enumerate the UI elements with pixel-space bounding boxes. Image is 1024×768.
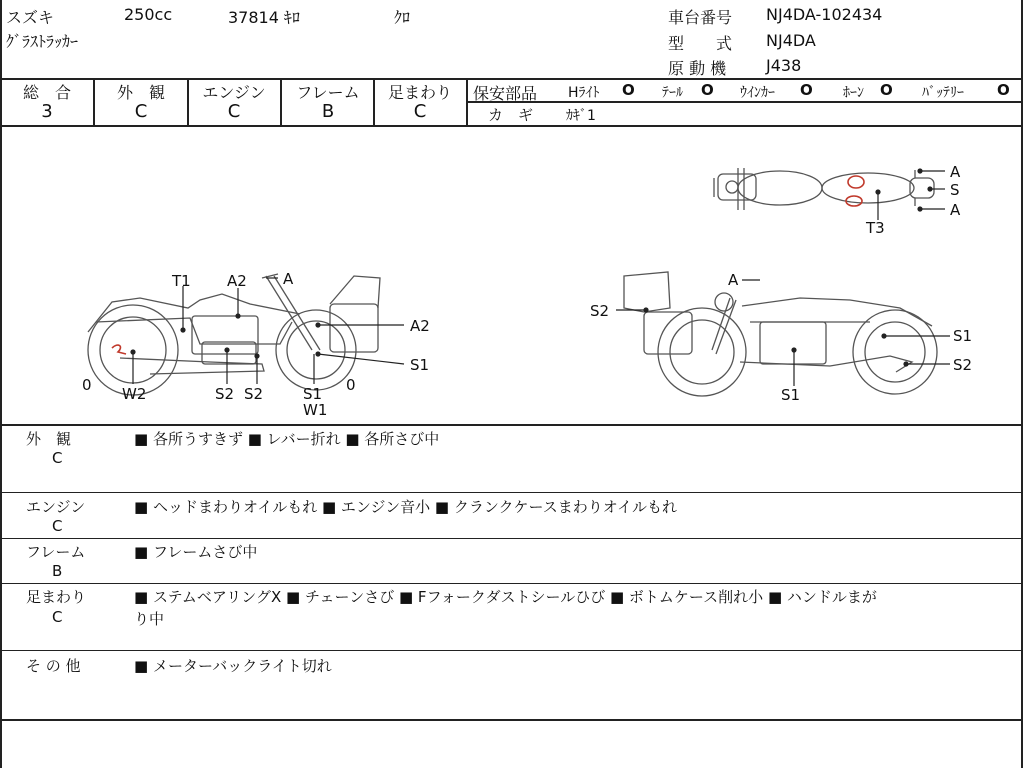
remark-category: 外 観 (26, 430, 72, 448)
safety-item-mark: O (997, 81, 1010, 99)
label-left-w1: W1 (303, 401, 328, 419)
key-value: ｶｷﾞ1 (566, 108, 596, 124)
divider-remark-2 (0, 538, 1023, 539)
right-side-bike (624, 272, 937, 396)
chassis-label: 車台番号 (668, 8, 733, 27)
grade-label: フレーム (296, 83, 360, 102)
label-left-a2b: A2 (410, 317, 430, 335)
label-left-s1b: S1 (303, 385, 323, 403)
safety-item-label: ﾃｰﾙ (662, 85, 683, 101)
grade-value: B (321, 101, 335, 122)
chassis-value: NJ4DA-102434 (766, 5, 883, 24)
safety-item-label: ﾎｰﾝ (843, 85, 864, 101)
label-right-s2a: S2 (590, 302, 610, 320)
remark-grade: C (52, 449, 63, 467)
grade-label: エンジン (202, 83, 266, 102)
key-label: カ ギ (488, 106, 534, 124)
label-top-t3: T3 (866, 219, 885, 237)
label-left-t1: T1 (172, 272, 191, 290)
label-left-a2: A2 (227, 272, 247, 290)
remark-text: ■ ステムベアリングX ■ チェーンさび ■ Fフォークダストシールひび ■ ボトムケース削れ小 ■ ハンドルまが (134, 588, 877, 606)
remark-category: そ の 他 (26, 657, 81, 675)
grade-label: 足まわり (387, 83, 452, 102)
label-left-s2a: S2 (215, 385, 235, 403)
remark-text: ■ 各所うすきず ■ レバー折れ ■ 各所さび中 (134, 430, 440, 448)
remark-text: ■ ヘッドまわりオイルもれ ■ エンジン音小 ■ クランクケースまわりオイルもれ (134, 498, 678, 516)
maker: スズキ (6, 8, 55, 27)
engine-value: J438 (766, 56, 802, 75)
grade-value: C (413, 101, 427, 122)
divider-remark-1 (0, 492, 1023, 493)
safety-item-mark: O (622, 81, 635, 99)
safety-item-label: ﾊﾞｯﾃﾘｰ (922, 85, 964, 101)
remark-text-cont: り中 (134, 610, 165, 628)
label-right-s2b: S2 (953, 356, 973, 374)
remark-grade: B (52, 562, 63, 580)
label-top-a2: A (950, 201, 961, 219)
remark-category: エンジン (26, 498, 86, 516)
left-side-bike (88, 274, 380, 395)
safety-item-mark: O (701, 81, 714, 99)
safety-item-label: ｳｲﾝｶｰ (740, 85, 775, 101)
label-right-s1a: S1 (953, 327, 973, 345)
remark-text: ■ フレームさび中 (134, 543, 258, 561)
grade-label: 総 合 (22, 83, 71, 102)
remark-grade: C (52, 608, 63, 626)
label-left-s2b: S2 (244, 385, 264, 403)
label-left-w2: W2 (122, 385, 147, 403)
label-left-s1a: S1 (410, 356, 430, 374)
damage-mark (112, 345, 126, 354)
label-left-zero2: 0 (346, 376, 356, 394)
grade-value: C (134, 101, 148, 122)
grade-value: C (227, 101, 241, 122)
grade-label: 外 観 (116, 83, 165, 102)
grade-value: 3 (41, 101, 53, 122)
color: ｸﾛ (394, 8, 411, 27)
damage-mark (848, 176, 864, 188)
remark-text: ■ メーターバックライト切れ (134, 657, 332, 675)
label-top-s: S (950, 181, 960, 199)
top-view-bike (714, 168, 934, 210)
safety-item-mark: O (880, 81, 893, 99)
motorcycle-diagram (0, 126, 1024, 426)
safety-item-label: Hﾗｲﾄ (568, 85, 600, 101)
label-right-a: A (728, 271, 739, 289)
label-top-a1: A (950, 163, 961, 181)
remark-category: 足まわり (26, 588, 87, 606)
safety-item-mark: O (800, 81, 813, 99)
type-value: NJ4DA (766, 31, 816, 50)
type-label: 型 式 (668, 34, 733, 53)
remark-category: フレーム (26, 543, 86, 561)
safety-title: 保安部品 (473, 84, 538, 103)
divider-remark-3 (0, 583, 1023, 584)
engine-label: 原 動 機 (668, 59, 727, 78)
label-left-zero1: 0 (82, 376, 92, 394)
mileage: 37814 ｷﾛ (228, 8, 300, 27)
label-left-a: A (283, 270, 294, 288)
divider-remark-4 (0, 650, 1023, 651)
divider-remark-5 (0, 719, 1023, 721)
remark-grade: C (52, 517, 63, 535)
label-right-s1b: S1 (781, 386, 801, 404)
displacement: 250cc (124, 5, 173, 24)
model-name: ｸﾞﾗｽﾄﾗｯｶｰ (6, 32, 79, 51)
grade-sep-5 (466, 78, 468, 126)
